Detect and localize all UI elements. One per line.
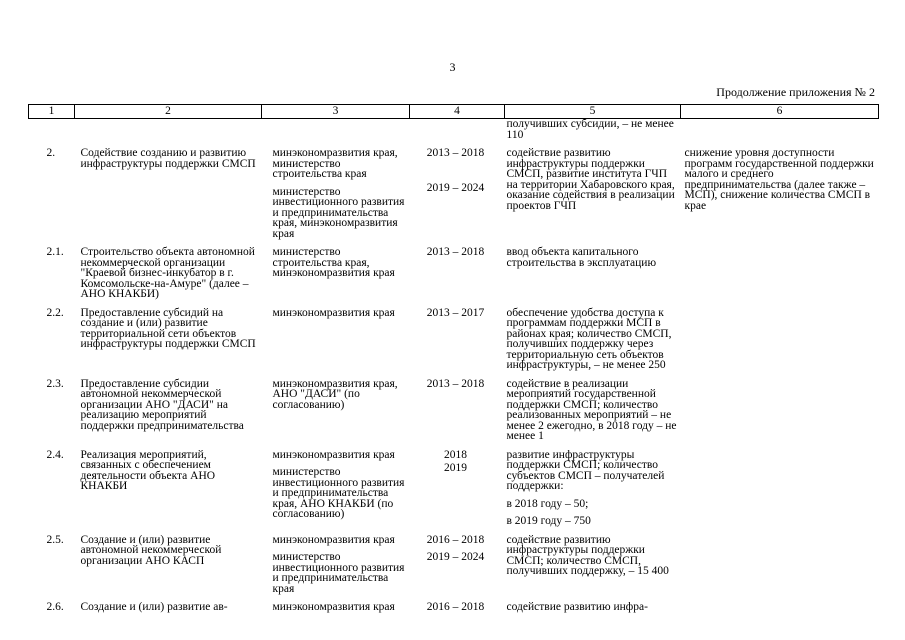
executor-item: министерство инвестиционного развития и предпринимательства края, минэкономразвития края <box>272 185 405 240</box>
executor-item: минэкономразвития края <box>272 306 395 319</box>
row-number: 2.6. <box>46 601 64 613</box>
row-number: 2.1. <box>46 246 64 258</box>
year-range: 2013 – 2017 <box>426 306 485 319</box>
row-number: 2.3. <box>46 377 64 390</box>
executor-item: министерство инвестиционного развития и предпринимательства края, АНО КНАКБИ (по согласованию) <box>272 466 405 520</box>
executor-item: министерство инвестиционного развития и предпринимательства края <box>272 551 405 595</box>
page-number: 3 <box>449 60 456 74</box>
years-cell <box>410 535 505 595</box>
executors-cell <box>262 308 410 371</box>
result-item: развитие инфраструктуры поддержки СМСП; количество субъектов СМСП – получателей поддержки: <box>506 448 665 492</box>
table-row <box>29 535 879 595</box>
measure-cell: Строительство объекта автономной некоммерческой организации "Краевой бизнес-инкубатор в г. Комсомольске-на-Амуре" (далее – АНО КНАКБИ) <box>80 246 255 300</box>
result-cell: содействие развитию инфра- <box>506 601 648 613</box>
row-number: 2. <box>46 147 56 159</box>
result-item: в 2019 году – 750 <box>506 515 591 527</box>
executors-cell <box>262 247 410 300</box>
row-number: 2.4. <box>46 448 64 461</box>
column-header: 3 <box>262 105 410 119</box>
continuation-label: Продолжение приложения № 2 <box>716 85 875 99</box>
year-range: 2016 – 2018 <box>426 601 485 613</box>
result-cell: содействие в реализации мероприятий государственной поддержки СМСП; количество реализованных мероприятий – не менее 2 ежегодно, в 2018 году – не менее 1 <box>506 377 677 442</box>
executor-item: минэкономразвития края <box>272 601 395 613</box>
year-range: 2019 – 2024 <box>426 181 485 194</box>
table-row <box>29 148 879 239</box>
table-row <box>29 119 879 141</box>
executor-item: минэкономразвития края <box>272 533 395 546</box>
executors-cell <box>262 148 410 239</box>
years-cell <box>410 450 505 527</box>
column-header: 4 <box>410 105 505 119</box>
column-header: 6 <box>681 105 879 119</box>
executors-cell <box>262 379 410 442</box>
years-cell <box>410 379 505 442</box>
year-range: 2019 <box>444 462 467 474</box>
result-item: в 2018 году – 50; <box>506 497 589 510</box>
row-number: 2.2. <box>46 306 64 319</box>
measure-cell: Создание и (или) развитие ав- <box>80 601 228 613</box>
year-range: 2019 – 2024 <box>426 551 485 563</box>
measure-cell: Создание и (или) развитие автономной некоммерческой организации АНО КАСП <box>80 533 222 567</box>
table-row <box>29 450 879 527</box>
result-cell: содействие развитию инфраструктуры поддержки СМСП, развитие института ГЧП на территории Хабаровского края, оказание содействия в реализации проектов ГЧП <box>506 147 675 212</box>
year-range: 2013 – 2018 <box>426 246 485 258</box>
appendix-table <box>28 104 879 613</box>
year-range: 2013 – 2018 <box>426 147 485 159</box>
executors-cell <box>262 450 410 527</box>
executor-item: минэкономразвития края, министерство строительства края <box>272 147 398 180</box>
column-header: 5 <box>505 105 681 119</box>
result-cell: получивших субсидии, – не менее 110 <box>506 118 674 141</box>
measure-cell: Предоставление субсидии автономной некоммерческой организации АНО "ДАСИ" на реализацию мероприятий поддержки предпринимательства <box>80 377 244 432</box>
years-cell <box>410 247 505 300</box>
table-header-row <box>29 105 879 119</box>
result-cell <box>505 450 681 527</box>
years-cell <box>410 148 505 239</box>
measure-cell: Содействие созданию и развитию инфраструктуры поддержки СМСП <box>80 147 256 170</box>
table-row <box>29 602 879 613</box>
executor-item: минэкономразвития края <box>272 448 395 461</box>
years-cell <box>410 308 505 371</box>
column-header: 2 <box>75 105 262 119</box>
year-range: 2016 – 2018 <box>426 533 485 546</box>
executors-cell <box>262 602 410 613</box>
result-cell: ввод объекта капитального строительства в эксплуатацию <box>506 246 657 269</box>
column-header: 1 <box>29 105 75 119</box>
measure-cell: Реализация мероприятий, связанных с обеспечением деятельности объекта АНО КНАКБИ <box>80 448 216 492</box>
indicator-cell: снижение уровня доступности программ государственной поддержки малого и среднего предпринимательства (далее также – МСП), снижение количества СМСП в крае <box>684 147 874 212</box>
years-cell <box>410 602 505 613</box>
result-cell: обеспечение удобства доступа к программам поддержки МСП в районах края; количество СМСП, получивших поддержку через территориальную сеть объектов инфраструктуры, – не менее 250 <box>506 306 672 371</box>
executors-cell <box>262 535 410 595</box>
year-range: 2013 – 2018 <box>426 377 485 390</box>
table-row <box>29 379 879 442</box>
result-cell: содействие развитию инфраструктуры поддержки СМСП; количество СМСП, получивших поддержку, – 15 400 <box>506 533 669 577</box>
table-row <box>29 308 879 371</box>
executor-item: минэкономразвития края, АНО "ДАСИ" (по согласованию) <box>272 377 398 411</box>
table-row <box>29 247 879 300</box>
year-range: 2018 <box>444 448 467 461</box>
measure-cell: Предоставление субсидий на создание и (или) развитие территориальной сети объектов инфраструктуры поддержки СМСП <box>80 306 256 350</box>
executor-item: министерство строительства края, минэкономразвития края <box>272 246 395 279</box>
row-number: 2.5. <box>46 533 64 546</box>
